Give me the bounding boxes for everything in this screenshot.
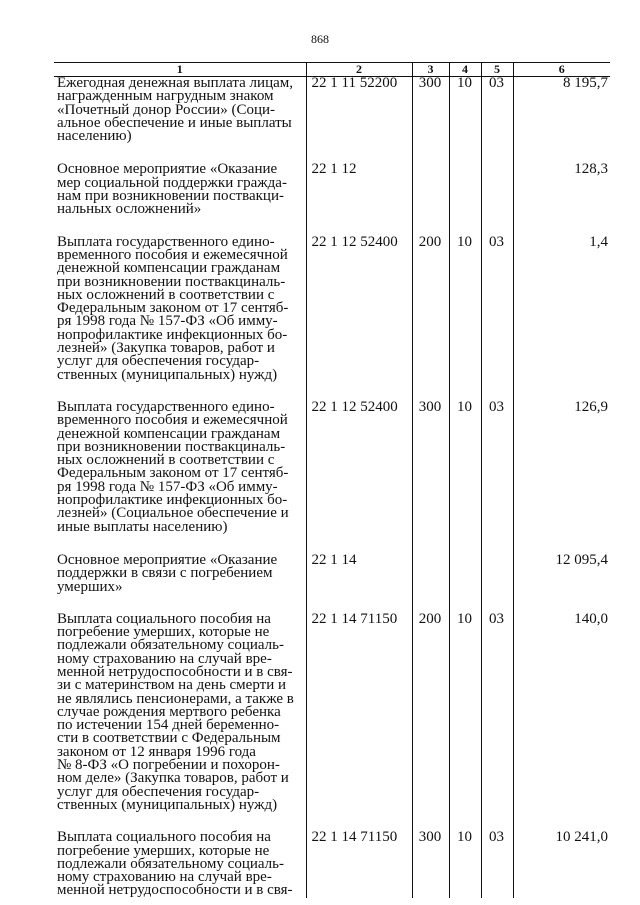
description-line: Выплата государственного едино- xyxy=(57,398,275,415)
description-line: ном деле» (Закупка товаров, работ и xyxy=(57,770,289,787)
table-row xyxy=(54,534,610,594)
description-line: альное обеспечение и иные выплаты xyxy=(57,114,292,131)
row-col5: 03 xyxy=(481,217,513,382)
description-line: ственных (муниципальных) нужд) xyxy=(57,366,278,383)
row-col3: 300 xyxy=(412,382,449,534)
row-code: 22 1 12 52400 xyxy=(306,217,412,382)
description-line: ственных (муниципальных) нужд) xyxy=(57,796,278,813)
table-row xyxy=(54,217,610,382)
row-col5 xyxy=(481,143,513,216)
budget-table xyxy=(54,62,610,898)
row-col3 xyxy=(412,534,449,594)
row-col5: 03 xyxy=(481,812,513,897)
description-line: нальных осложнений» xyxy=(57,201,202,218)
description-line: менной нетрудоспособности и в свя- xyxy=(57,663,293,680)
description-line: менной нетрудоспособности и в свя- xyxy=(57,882,293,899)
description-line: нам при возникновении поствакци- xyxy=(57,188,284,205)
description-line: законом от 12 января 1996 года xyxy=(57,743,256,760)
description-line: по истечении 154 дней беременно- xyxy=(57,717,280,734)
row-col4 xyxy=(449,534,481,594)
description-line: Основное мероприятие «Оказание xyxy=(57,551,278,568)
description-line: мер социальной поддержки гражда- xyxy=(57,174,287,191)
description-line: Ежегодная денежная выплата лицам, xyxy=(57,75,294,91)
description-line: ному страхованию на случай вре- xyxy=(57,650,272,667)
description-line: нопрофилактике инфекционных бо- xyxy=(57,492,288,509)
column-header: 5 xyxy=(481,63,513,77)
description-line: № 8-ФЗ «О погребении и похорон- xyxy=(57,757,280,774)
description-line: «Почетный донор России» (Соци- xyxy=(57,101,276,118)
row-code: 22 1 11 52200 xyxy=(306,77,412,144)
row-amount: 1,4 xyxy=(513,217,610,382)
description-line: иные выплаты населению) xyxy=(57,518,228,535)
description-line: временного пособия и ежемесячной xyxy=(57,412,288,429)
row-description xyxy=(54,812,306,897)
row-amount: 126,9 xyxy=(513,382,610,534)
description-line: поддержки в связи с погребением xyxy=(57,565,273,582)
row-col4: 10 xyxy=(449,217,481,382)
row-description xyxy=(54,143,306,216)
row-description xyxy=(54,534,306,594)
row-col3: 200 xyxy=(412,217,449,382)
row-col5 xyxy=(481,534,513,594)
description-line: случае рождения мертвого ребенка xyxy=(57,703,281,720)
description-line: временного пособия и ежемесячной xyxy=(57,246,288,263)
description-line: при возникновении поствакциналь- xyxy=(57,273,286,290)
description-line: услуг для обеспечения государ- xyxy=(57,783,260,800)
column-header: 4 xyxy=(449,63,481,77)
row-description xyxy=(54,382,306,534)
row-amount: 8 195,7 xyxy=(513,77,610,144)
description-line: не являлись пенсионерами, а также в xyxy=(57,690,294,707)
description-line: нопрофилактике инфекционных бо- xyxy=(57,326,288,343)
row-col5: 03 xyxy=(481,382,513,534)
description-line: подлежали обязательному социаль- xyxy=(57,637,284,654)
page-number: 868 xyxy=(311,32,329,46)
description-line: подлежали обязательному социаль- xyxy=(57,855,284,872)
row-amount: 140,0 xyxy=(513,594,610,812)
description-line: при возникновении поствакциналь- xyxy=(57,438,286,455)
description-line: ря 1998 года № 157-ФЗ «Об имму- xyxy=(57,478,278,495)
description-line: награжденным нагрудным знаком xyxy=(57,88,274,105)
row-col4 xyxy=(449,143,481,216)
description-line: ному страхованию на случай вре- xyxy=(57,869,272,886)
table-row xyxy=(54,382,610,534)
row-col5: 03 xyxy=(481,77,513,144)
row-col3 xyxy=(412,143,449,216)
description-line: ря 1998 года № 157-ФЗ «Об имму- xyxy=(57,313,278,330)
description-line: погребение умерших, которые не xyxy=(57,624,270,641)
row-code: 22 1 14 xyxy=(306,534,412,594)
row-amount: 12 095,4 xyxy=(513,534,610,594)
row-col3: 300 xyxy=(412,77,449,144)
description-line: денежной компенсации гражданам xyxy=(57,425,281,442)
column-header: 2 xyxy=(306,63,412,77)
row-code: 22 1 14 71150 xyxy=(306,812,412,897)
row-description xyxy=(54,77,306,144)
description-line: Выплата государственного едино- xyxy=(57,233,275,250)
column-header: 1 xyxy=(54,63,306,77)
row-description xyxy=(54,594,306,812)
description-line: погребение умерших, которые не xyxy=(57,842,270,859)
row-code: 22 1 14 71150 xyxy=(306,594,412,812)
description-line: сти в соответствии с Федеральным xyxy=(57,730,281,747)
description-line: Выплата социального пособия на xyxy=(57,610,271,627)
description-line: услуг для обеспечения государ- xyxy=(57,353,260,370)
row-code: 22 1 12 52400 xyxy=(306,382,412,534)
row-description xyxy=(54,217,306,382)
row-col5: 03 xyxy=(481,594,513,812)
table-row xyxy=(54,143,610,216)
description-line: лезней» (Социальное обеспечение и xyxy=(57,505,289,522)
description-line: денежной компенсации гражданам xyxy=(57,260,281,277)
row-amount: 128,3 xyxy=(513,143,610,216)
row-col4: 10 xyxy=(449,382,481,534)
description-line: зи с материнством на день смерти и xyxy=(57,677,286,694)
description-line: ных осложнений в соответствии с xyxy=(57,286,275,303)
description-line: лезней» (Закупка товаров, работ и xyxy=(57,340,275,357)
row-col4: 10 xyxy=(449,594,481,812)
column-header: 6 xyxy=(513,63,610,77)
row-code: 22 1 12 xyxy=(306,143,412,216)
table-body xyxy=(54,77,610,898)
row-amount: 10 241,0 xyxy=(513,812,610,897)
row-col4: 10 xyxy=(449,812,481,897)
table-row xyxy=(54,812,610,897)
description-line: Федеральным законом от 17 сентяб- xyxy=(57,465,289,482)
description-line: умерших» xyxy=(57,578,123,595)
column-header: 3 xyxy=(412,63,449,77)
description-line: ных осложнений в соответствии с xyxy=(57,452,275,469)
description-line: населению) xyxy=(57,128,132,145)
table-row xyxy=(54,77,610,144)
description-line: Федеральным законом от 17 сентяб- xyxy=(57,300,289,317)
description-line: Основное мероприятие «Оказание xyxy=(57,161,278,178)
row-col3: 300 xyxy=(412,812,449,897)
row-col4: 10 xyxy=(449,77,481,144)
table-row xyxy=(54,594,610,812)
row-col3: 200 xyxy=(412,594,449,812)
description-line: Выплата социального пособия на xyxy=(57,829,271,846)
